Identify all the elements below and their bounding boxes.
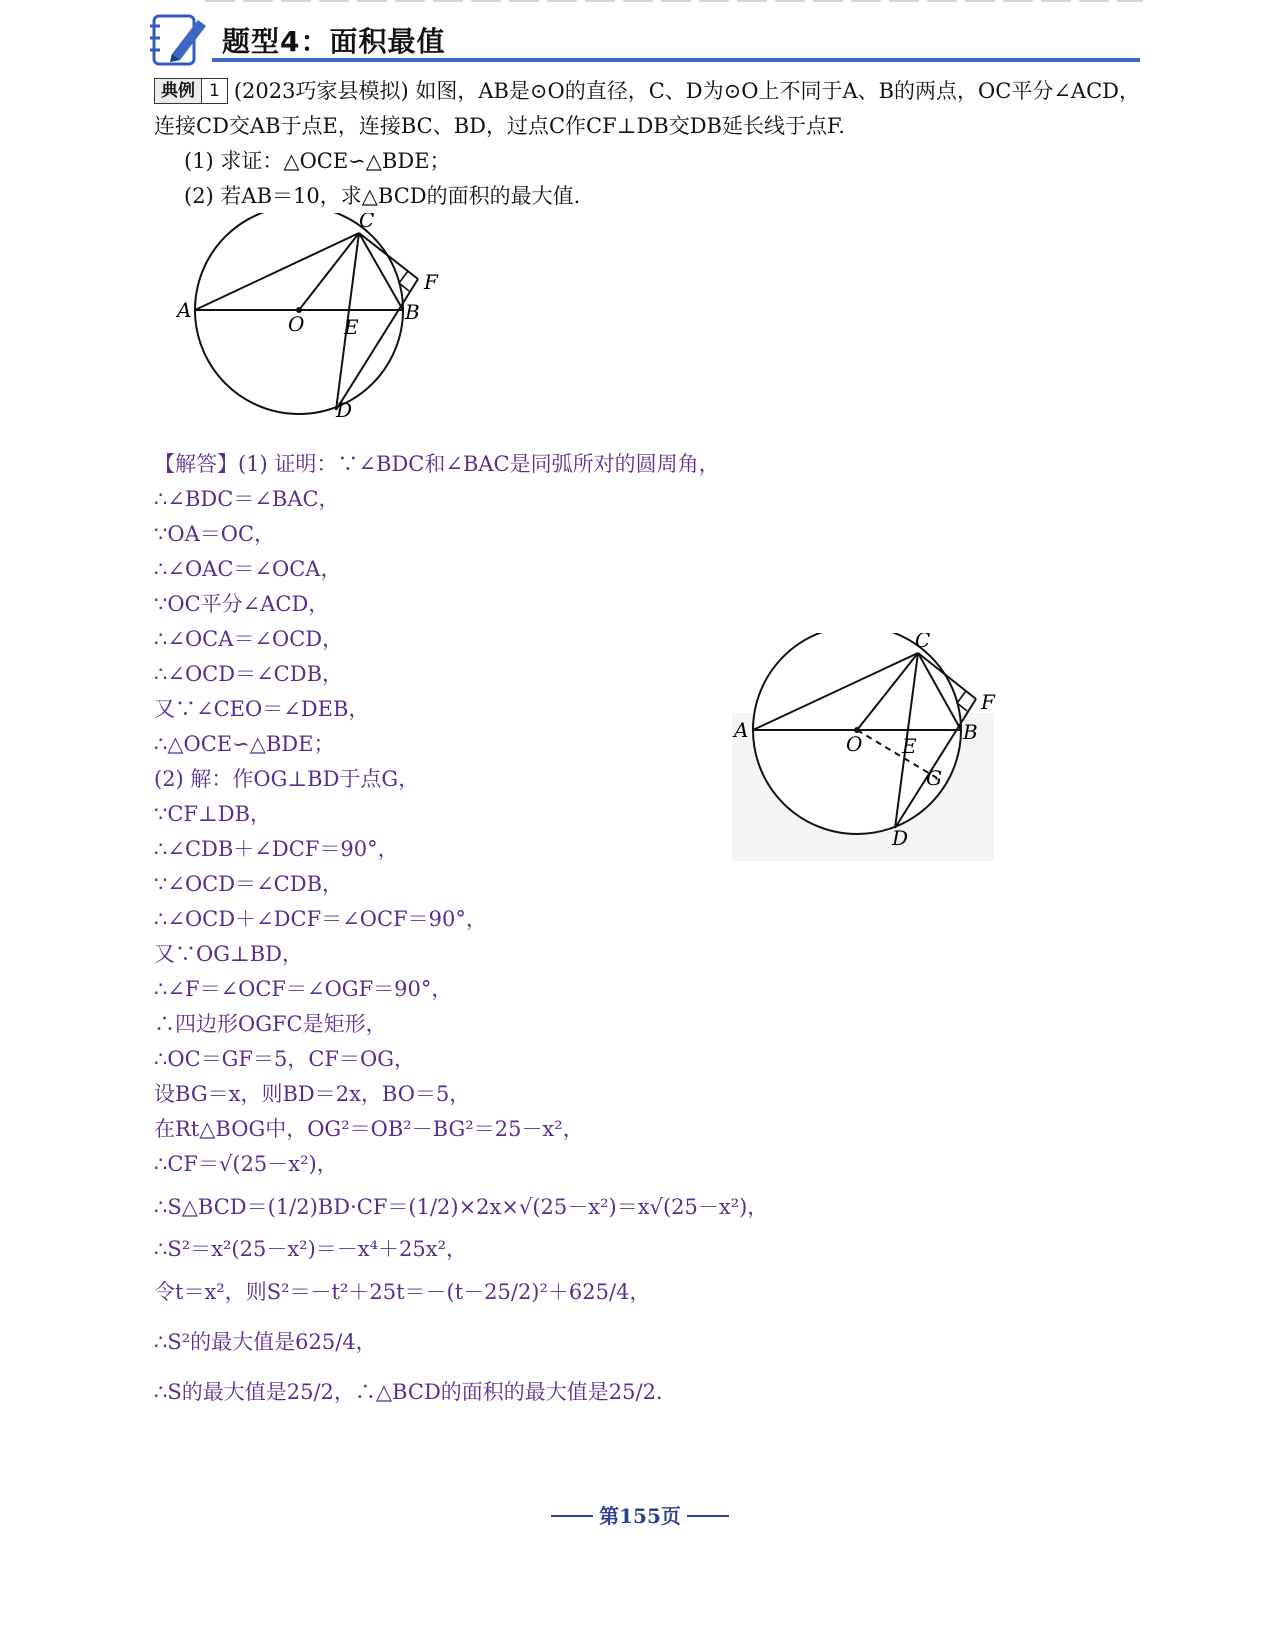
footer-dash-right [687,1515,729,1517]
problem-part-2: (2) 若AB＝10，求△BCD的面积的最大值. [184,184,581,208]
label-d: D [892,826,909,850]
solution-line: ∵OC平分∠ACD， [154,592,330,616]
solution-line: 又∵∠CEO＝∠DEB， [154,697,370,721]
problem-block [154,74,1140,214]
label-o: O [846,732,863,756]
solution-line: ∴CF＝√(25－x²)， [154,1152,338,1176]
label-f: F [424,270,438,294]
solution-line: ∴∠OAC＝∠OCA， [154,557,342,581]
solution-line: ∴∠CDB＋∠DCF＝90°， [154,837,399,861]
solution-line: ∴四边形OGFC是矩形， [154,1012,387,1036]
solution-line: 令t＝x²，则S²＝－t²＋25t＝－(t－25/2)²＋625/4， [154,1280,651,1304]
problem-statement [154,74,1140,144]
problem-text: (2023巧家县模拟) 如图，AB是⊙O的直径，C、D为⊙O上不同于A、B的两点，OC平分∠ACD，连接CD交AB于点E，连接BC、BD，过点C作CF⊥DB交DB延长线于点F. [154,79,1141,138]
solution-line: 又∵OG⊥BD， [154,942,304,966]
solution-line: ∴S²的最大值是625/4， [154,1330,377,1354]
label-d: D [336,398,353,422]
solution-line: ∵CF⊥DB， [154,802,272,826]
example-number: 1 [202,78,228,104]
solution-line: ∴∠BDC＝∠BAC， [154,487,340,511]
solution-line: 【解答】(1) 证明：∵∠BDC和∠BAC是同弧所对的圆周角， [154,452,720,476]
label-c: C [359,213,375,232]
label-e: E [344,315,359,339]
example-tag: 典例 [154,78,202,104]
solution-line: ∴∠OCA＝∠OCD， [154,627,344,651]
solution-line: ∴∠F＝∠OCF＝∠OGF＝90°， [154,977,453,1001]
solution-line: 在Rt△BOG中，OG²＝OB²－BG²＝25－x²， [154,1117,584,1141]
solution-line: ∴S的最大值是25/2，∴△BCD的面积的最大值是25/2. [154,1380,663,1404]
label-b: B [405,300,420,324]
label-o: O [288,312,305,336]
segment-df [336,279,418,410]
solution-line: ∵OA＝OC， [154,522,276,546]
page-title: 题型4：面积最值 [222,25,446,58]
label-c: C [915,633,931,652]
header-rule [212,58,1140,62]
page-number: 第155页 [599,1504,681,1528]
geometry-figure-1 [176,213,476,443]
label-a: A [177,298,192,322]
segment-ac [195,233,359,310]
solution-block [154,447,874,1417]
label-f: F [981,690,995,714]
solution-line: (2) 解：作OG⊥BD于点G， [154,767,420,791]
solution-line: 设BG＝x，则BD＝2x，BO＝5， [154,1082,471,1106]
solution-line: ∵∠OCD＝∠CDB， [154,872,344,896]
label-e: E [902,734,917,758]
label-g: G [926,766,942,790]
section-header [150,8,1140,66]
segment-cf [359,233,418,279]
footer-dash-left [551,1515,593,1517]
pencil-notebook-icon [150,10,208,68]
solution-line: ∴△OCE∽△BDE； [154,732,335,756]
label-a: A [734,718,749,742]
top-dashed-border [205,0,1143,2]
label-b: B [963,720,978,744]
solution-line: ∴S△BCD＝(1/2)BD·CF＝(1/2)×2x×√(25－x²)＝x√(25－x²)， [154,1195,769,1219]
solution-line: ∴∠OCD＝∠CDB， [154,662,344,686]
solution-line: ∴∠OCD＋∠DCF＝∠OCF＝90°， [154,907,487,931]
problem-part-1: (1) 求证：△OCE∽△BDE； [184,149,451,173]
solution-line: ∴OC＝GF＝5，CF＝OG， [154,1047,415,1071]
solution-line: ∴S²＝x²(25－x²)＝－x⁴＋25x²， [154,1237,468,1261]
page-footer [0,1500,1280,1529]
